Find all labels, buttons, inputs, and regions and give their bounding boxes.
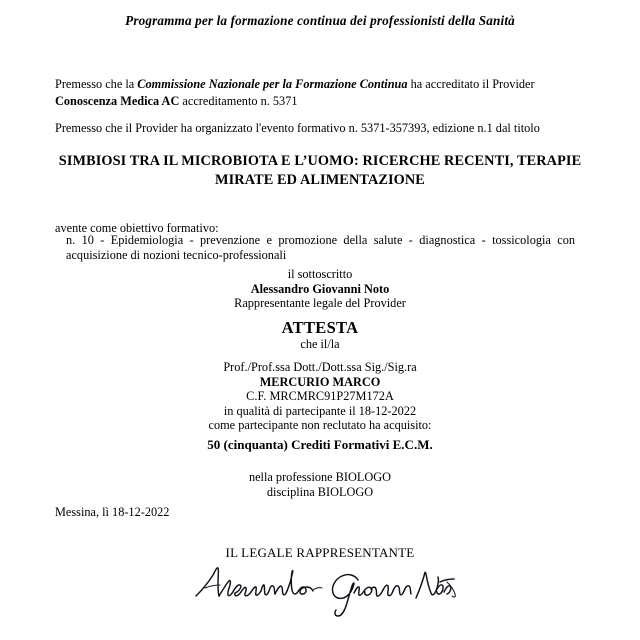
- preamble-line1-prefix: Premesso che la: [55, 77, 138, 91]
- attestation-subject: che il/la: [300, 337, 340, 351]
- attestation-block: [0, 318, 640, 352]
- preamble-line1-suffix: ha accreditato il Provider: [407, 77, 535, 91]
- place-and-date: Messina, lì 18-12-2022: [55, 505, 170, 519]
- participant-status-line: come partecipante non reclutato ha acquisito:: [208, 418, 432, 433]
- objective-text: n. 10 - Epidemiologia - prevenzione e promozione della salute - diagnostica - tossicologia con acquisizione di nozioni tecnico-professionali: [66, 233, 575, 262]
- participant-block: [0, 360, 640, 433]
- attestation-keyword: ATTESTA: [281, 318, 359, 337]
- profession-block: [0, 470, 640, 499]
- preamble-text: [55, 76, 590, 109]
- participant-role-line: in qualità di partecipante il 18-12-2022: [223, 403, 417, 418]
- credits-block: [0, 437, 640, 453]
- preamble-paragraph-2: Premesso che il Provider ha organizzato l'evento formativo n. 5371-357393, edizione n.1 dal titolo: [55, 121, 540, 135]
- preamble-paragraph-1: [55, 76, 590, 109]
- signatory-role: Rappresentante legale del Provider: [234, 296, 406, 311]
- discipline-line: disciplina BIOLOGO: [266, 484, 374, 499]
- signatory-name: Alessandro Giovanni Noto: [250, 281, 390, 296]
- participant-titles: Prof./Prof.ssa Dott./Dott.ssa Sig./Sig.ra: [223, 360, 417, 374]
- objective-label: avente come obiettivo formativo:: [55, 221, 219, 235]
- signatory-intro: il sottoscritto: [287, 267, 353, 281]
- legal-representative-label: IL LEGALE RAPPRESENTANTE: [225, 545, 415, 560]
- provider-name: Conoscenza Medica AC: [55, 93, 180, 108]
- event-title: SIMBIOSI TRA IL MICROBIOTA E L’UOMO: RICERCHE RECENTI, TERAPIE MIRATE ED ALIMENTAZIONE: [58, 153, 582, 188]
- handwritten-signature: [188, 560, 458, 618]
- commission-name-emphasis: Commissione Nazionale per la Formazione Continua: [137, 77, 408, 91]
- credits-awarded: 50 (cinquanta) Crediti Formativi E.C.M.: [207, 437, 433, 452]
- profession-line: nella professione BIOLOGO: [248, 470, 392, 484]
- participant-fiscal-code: C.F. MRCMRC91P27M172A: [246, 389, 394, 404]
- signatory-block: [0, 267, 640, 311]
- page-header-title: Programma per la formazione continua dei professionisti della Sanità: [125, 13, 515, 28]
- provider-accreditation: accreditamento n. 5371: [179, 93, 298, 108]
- participant-name: MERCURIO MARCO: [259, 374, 381, 389]
